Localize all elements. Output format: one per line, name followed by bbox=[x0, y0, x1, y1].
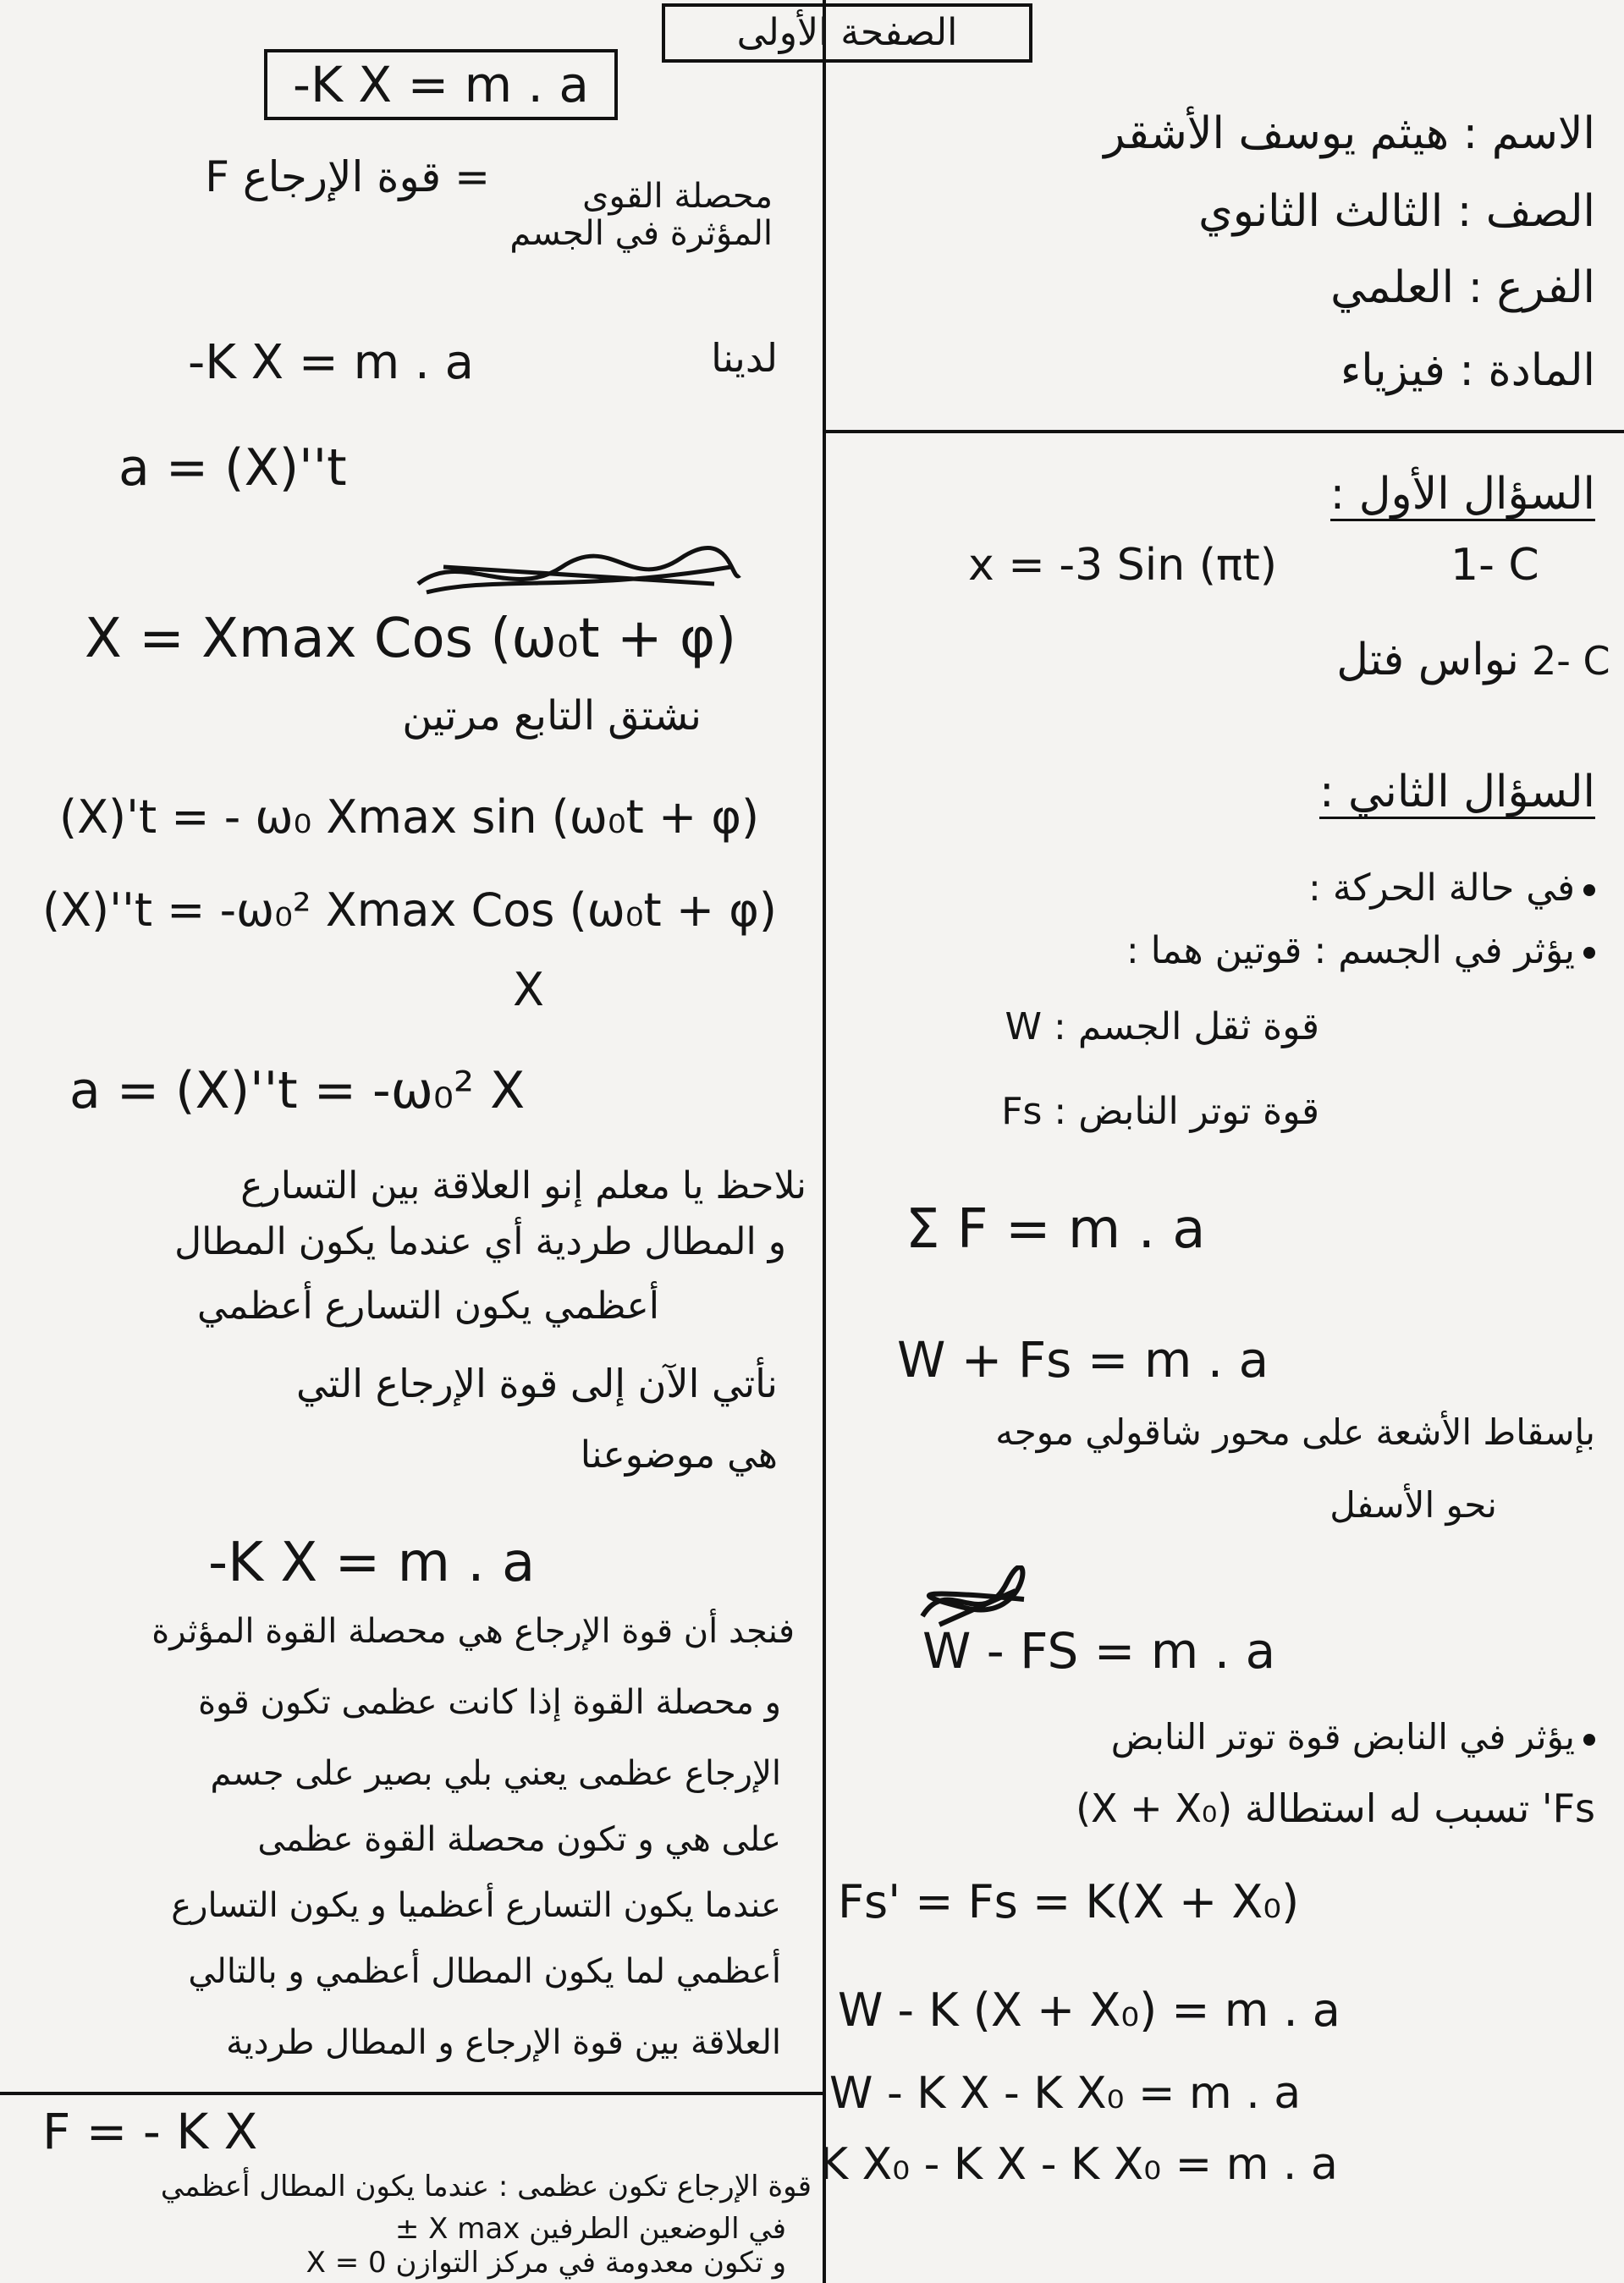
page-label: الصفحة الأولى bbox=[736, 11, 958, 54]
q1-item2-label: 2- C bbox=[1532, 638, 1610, 684]
q1-item2-text: نواس فتل bbox=[1336, 635, 1519, 685]
left-eq5-under: X bbox=[513, 963, 544, 1016]
left-para2-line2: و محصلة القوة إذا كانت عظمى تكون قوة bbox=[198, 1683, 781, 1722]
bullet-icon bbox=[1583, 1734, 1595, 1746]
left-eq4: (X)'t = - ω₀ Xmax sin (ω₀t + φ) bbox=[59, 790, 760, 844]
left-ladina: لدينا bbox=[711, 335, 778, 381]
left-para2-line1: فنجد أن قوة الإرجاع هي محصلة القوة المؤثرة bbox=[151, 1612, 795, 1651]
q1-item1-eq: x = -3 Sin (πt) bbox=[968, 540, 1277, 591]
left-resultant-label: محصلة القوى المؤثرة في الجسم bbox=[509, 177, 773, 253]
q2-bullet-3-cont: Fs' تسبب له استطالة (X + X₀) bbox=[1076, 1785, 1595, 1831]
left-para1-line4: نأتي الآن إلى قوة الإرجاع التي bbox=[295, 1361, 778, 1406]
left-eq2: a = (X)''t bbox=[118, 438, 347, 498]
q2-projection-2: نحو الأسفل bbox=[1329, 1484, 1497, 1526]
q2-projection-1: بإسقاط الأشعة على محور شاقولي موجه bbox=[995, 1411, 1595, 1453]
q2-bullet-1: في حالة الحركة : bbox=[1308, 868, 1595, 909]
left-para1-line3: أعظمي يكون التسارع أعظمي bbox=[197, 1285, 659, 1328]
q1-item1-label: 1- C bbox=[1451, 540, 1539, 591]
q2-force-weight: قوة ثقل الجسم : W bbox=[1005, 1005, 1319, 1048]
q2-eq7: K X₀ - K X - K X₀ = m . a bbox=[819, 2139, 1338, 2190]
left-eq5: (X)''t = -ω₀² Xmax Cos (ω₀t + φ) bbox=[42, 883, 777, 937]
left-eq3: X = Xmax Cos (ω₀t + φ) bbox=[85, 608, 737, 670]
header-divider bbox=[826, 430, 1624, 433]
left-derive-note: نشتق التابع مرتين bbox=[402, 692, 702, 740]
bullet-icon bbox=[1583, 884, 1595, 896]
q2-force-tension: قوة توتر النابض : Fs bbox=[1001, 1090, 1319, 1133]
left-bottom-divider bbox=[0, 2092, 823, 2095]
left-para1-line1: نلاحظ يا معلم إنو العلاقة بين التسارع bbox=[240, 1164, 806, 1208]
student-grade: الصف : الثالث الثانوي bbox=[1198, 186, 1595, 237]
left-para2-line4: على هي و تكون محصلة القوة عظمى bbox=[257, 1820, 781, 1859]
q2-eq2: W + Fs = m . a bbox=[897, 1331, 1269, 1389]
left-note-line3: و تكون معدومة في مركز التوازن X = 0 bbox=[306, 2246, 786, 2280]
q2-eq3: W - FS = m . a bbox=[922, 1622, 1276, 1680]
left-note-line2: في الوضعين الطرفين X max ± bbox=[394, 2212, 786, 2246]
boxed-equation: -K X = m . a bbox=[264, 49, 618, 120]
left-eq6: a = (X)''t = -ω₀² X bbox=[69, 1061, 526, 1120]
q2-eq6: W - K X - K X₀ = m . a bbox=[829, 2068, 1302, 2119]
q2-title: السؤال الثاني : bbox=[1319, 768, 1595, 819]
crossed-out-scribble bbox=[410, 542, 748, 609]
left-eq1: -K X = m . a bbox=[188, 335, 474, 390]
left-para2-line3: الإرجاع عظمى يعني بلي بصير على جسم bbox=[210, 1754, 781, 1793]
left-note-line1: قوة الإرجاع تكون عظمى : عندما يكون المطال أعظمي bbox=[160, 2170, 812, 2203]
left-para2-line7: العلاقة بين قوة الإرجاع و المطال طردية bbox=[226, 2023, 781, 2062]
left-para2-line5: عندما يكون التسارع أعظميا و يكون التسارع bbox=[171, 1886, 781, 1925]
student-branch: الفرع : العلمي bbox=[1330, 262, 1595, 313]
center-divider bbox=[823, 0, 826, 2283]
left-eq7: -K X = m . a bbox=[208, 1532, 536, 1594]
left-eq8: F = - K X bbox=[42, 2103, 258, 2160]
q2-bullet-3: يؤثر في النابض قوة توتر النابض bbox=[1111, 1718, 1595, 1757]
left-restoring-force: = قوة الإرجاع F bbox=[205, 152, 490, 201]
q1-title: السؤال الأول : bbox=[1330, 470, 1595, 521]
q2-eq1: Σ F = m . a bbox=[906, 1198, 1206, 1261]
page-label-box bbox=[662, 3, 1032, 63]
student-name: الاسم : هيثم يوسف الأشقر bbox=[1104, 108, 1595, 159]
bullet-icon bbox=[1583, 947, 1595, 959]
left-para2-line6: أعظمي لما يكون المطال أعظمي و بالتالي bbox=[188, 1952, 781, 1991]
q2-bullet-2: يؤثر في الجسم : قوتين هما : bbox=[1126, 931, 1595, 971]
left-para1-line5: هي موضوعنا bbox=[580, 1433, 778, 1477]
left-para1-line2: و المطال طردية أي عندما يكون المطال bbox=[174, 1220, 786, 1263]
student-subject: المادة : فيزياء bbox=[1340, 345, 1595, 396]
q2-eq4: Fs' = Fs = K(X + X₀) bbox=[838, 1875, 1300, 1928]
q2-eq5: W - K (X + X₀) = m . a bbox=[838, 1983, 1340, 2037]
